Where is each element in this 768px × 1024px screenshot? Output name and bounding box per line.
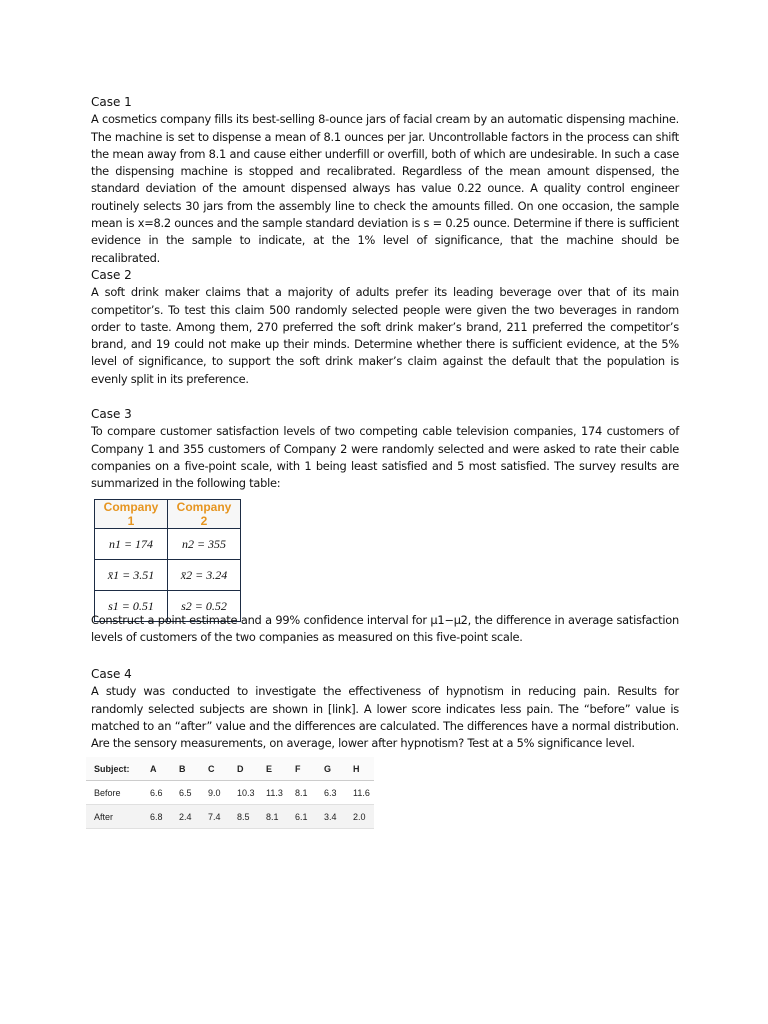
- table-cell: 9.0: [200, 781, 229, 805]
- case-3: [91, 406, 679, 492]
- company-table: [94, 499, 241, 622]
- case-1-title: Case 1: [91, 95, 132, 109]
- subjects-header-cell: H: [345, 757, 374, 781]
- company-1-mean: x̄1 = 3.51: [95, 560, 168, 591]
- row-label-after: After: [86, 805, 142, 829]
- case-2-title: Case 2: [91, 268, 132, 282]
- subjects-header-cell: E: [258, 757, 287, 781]
- table-row: [86, 781, 374, 805]
- case-2-text: A soft drink maker claims that a majority of adults prefer its leading beverage over that of its main competitor’s. To test this claim 500 randomly selected people were given the two beverages in random order to taste. Among them, 270 preferred the soft drink maker’s brand, 211 preferred the competitor’s brand, and 19 could not make up their minds. Determine whether there is sufficient evidence, at the 5% level of significance, to support the soft drink maker’s claim against the default that the population is evenly split in its preference.: [91, 285, 679, 386]
- case-4: [91, 666, 679, 752]
- case-4-text: A study was conducted to investigate the effectiveness of hypnotism in reducing pain. Results for randomly selected subjects are shown in [link]. A lower score indicates less pain. The “before” value is matched to an “after” value and the differences are calculated. The differences have a normal distribution. Are the sensory measurements, on average, lower after hypnotism? Test at a 5% significance level.: [91, 684, 679, 751]
- subjects-header-cell: C: [200, 757, 229, 781]
- table-cell: 2.4: [171, 805, 200, 829]
- case-3-text: To compare customer satisfaction levels of two competing cable television companies, 174 customers of Company 1 and 355 customers of Company 2 were randomly selected and were asked to rate their cable companies on a five-point scale, with 1 being least satisfied and 5 most satisfied. The survey results are summarized in the following table:: [91, 424, 679, 491]
- table-cell: 6.5: [171, 781, 200, 805]
- table-cell: 6.6: [142, 781, 171, 805]
- subjects-header-row: [86, 757, 374, 781]
- table-cell: 6.1: [287, 805, 316, 829]
- table-cell: 10.3: [229, 781, 258, 805]
- case-3-followup: [91, 612, 679, 647]
- company-2-mean: x̄2 = 3.24: [168, 560, 241, 591]
- subjects-table: [86, 757, 374, 829]
- subjects-header-cell: F: [287, 757, 316, 781]
- case-1-text: A cosmetics company fills its best-selling 8-ounce jars of facial cream by an automatic dispensing machine. The machine is set to dispense a mean of 8.1 ounces per jar. Uncontrollable factors in the process can shift the mean away from 8.1 and cause either underfill or overfill, both of which are undesirable. In such a case the dispensing machine is stopped and recalibrated. Regardless of the mean amount dispensed, the standard deviation of the amount dispensed always has value 0.22 ounce. A quality control engineer routinely selects 30 jars from the assembly line to check the amounts filled. On one occasion, the sample mean is x=8.2 ounces and the sample standard deviation is s = 0.25 ounce. Determine if there is sufficient evidence in the sample to indicate, at the 1% level of significance, that the machine should be recalibrated.: [91, 112, 679, 265]
- subjects-header-cell: G: [316, 757, 345, 781]
- company-2-sd: s2 = 0.52: [168, 591, 241, 622]
- subjects-header-cell: B: [171, 757, 200, 781]
- table-cell: 6.8: [142, 805, 171, 829]
- subjects-header-label: Subject:: [86, 757, 142, 781]
- company-1-sd: s1 = 0.51: [95, 591, 168, 622]
- table-cell: 8.5: [229, 805, 258, 829]
- table-cell: 6.3: [316, 781, 345, 805]
- table-cell: 8.1: [258, 805, 287, 829]
- company-1-n: n1 = 174: [95, 529, 168, 560]
- subjects-header-cell: D: [229, 757, 258, 781]
- company-1-header: Company 1: [95, 500, 168, 529]
- table-cell: 3.4: [316, 805, 345, 829]
- row-label-before: Before: [86, 781, 142, 805]
- case-3-after-text: Construct a point estimate and a 99% confidence interval for μ1−μ2, the difference in average satisfaction levels of customers of the two companies as measured on this five-point scale.: [91, 613, 679, 645]
- company-2-n: n2 = 355: [168, 529, 241, 560]
- table-cell: 7.4: [200, 805, 229, 829]
- table-cell: 11.3: [258, 781, 287, 805]
- case-4-title: Case 4: [91, 667, 132, 681]
- table-cell: 8.1: [287, 781, 316, 805]
- subjects-header-cell: A: [142, 757, 171, 781]
- case-3-title: Case 3: [91, 407, 132, 421]
- company-2-header: Company 2: [168, 500, 241, 529]
- table-cell: 2.0: [345, 805, 374, 829]
- table-row: [86, 805, 374, 829]
- case-2: [91, 267, 679, 388]
- table-cell: 11.6: [345, 781, 374, 805]
- case-1: [91, 94, 679, 267]
